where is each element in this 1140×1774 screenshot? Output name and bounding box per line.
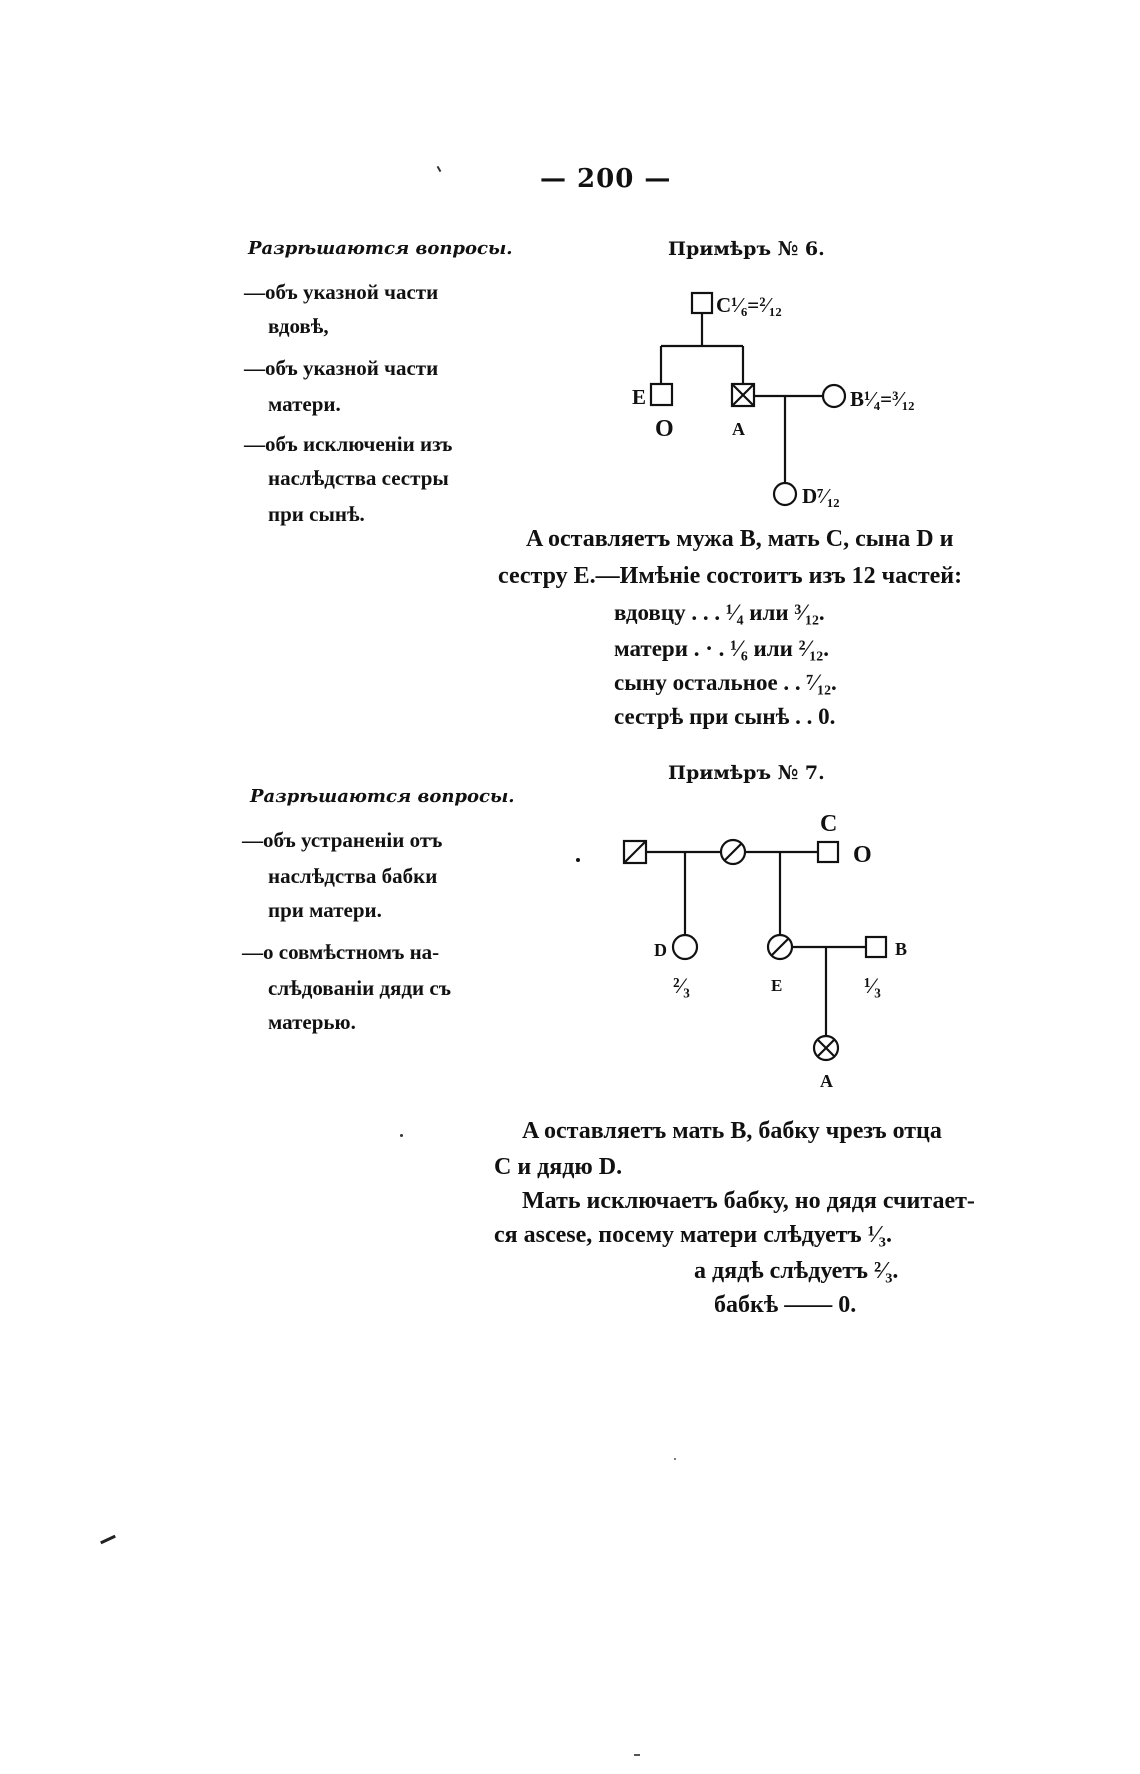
c-label: C xyxy=(820,811,838,837)
example-7-title: Примѣръ № 7. xyxy=(668,762,825,784)
person-d-circle xyxy=(673,935,697,959)
example-6-text-2: сестру E.—Имѣніе состоитъ изъ 12 частей: xyxy=(498,563,963,589)
side-line-7-4: —о совмѣстномъ на- xyxy=(242,940,440,964)
example-7-text-6: бабкѣ —— 0. xyxy=(714,1292,857,1318)
b-share-label: ¹⁄₃ xyxy=(864,973,881,998)
distribution-son: сыну остальное . . ⁷⁄₁₂. xyxy=(614,670,837,695)
page-number: — 200 — xyxy=(540,164,672,194)
example-7-text-4: ся ascese, посему матери слѣдуетъ ¹⁄₃. xyxy=(494,1222,892,1248)
b-share-label: B¹⁄₄=³⁄₁₂ xyxy=(850,387,915,411)
example-6-text-1: A оставляетъ мужа B, мать C, сына D и xyxy=(526,526,954,552)
side-heading-7: Разрѣшаются вопросы. xyxy=(250,786,515,807)
d-label: D xyxy=(654,940,667,960)
a-label: A xyxy=(820,1071,833,1091)
grandfather-slash xyxy=(624,841,646,863)
side-line-6-2: вдовѣ, xyxy=(268,314,329,338)
d-share-label: D⁷⁄₁₂ xyxy=(802,484,840,508)
example-7-text-2: C и дядю D. xyxy=(494,1154,623,1180)
distribution-sister: сестрѣ при сынѣ . . 0. xyxy=(614,704,836,729)
e-slash xyxy=(771,938,789,956)
side-line-7-5: слѣдованіи дяди съ xyxy=(268,976,451,1000)
side-line-6-7: при сынѣ. xyxy=(268,502,365,526)
ink-dot xyxy=(576,858,580,862)
speck xyxy=(674,1458,676,1460)
side-line-6-5: —объ исключеніи изъ xyxy=(244,432,453,456)
example-7-text-3: Мать исключаетъ бабку, но дядя считает- xyxy=(522,1188,975,1214)
c-share-label: O xyxy=(853,842,872,868)
side-line-6-3: —объ указной части xyxy=(244,356,439,380)
speck xyxy=(634,1754,640,1756)
distribution-mother: матери . · . ¹⁄₆ или ²⁄₁₂. xyxy=(614,636,829,661)
d-share-label: ²⁄₃ xyxy=(673,973,690,998)
person-c-square xyxy=(818,842,838,862)
person-b-square xyxy=(866,937,886,957)
distribution-widower: вдовцу . . . ¹⁄₄ или ³⁄₁₂. xyxy=(614,600,825,625)
e-label: E xyxy=(771,976,783,995)
b-label: B xyxy=(895,939,908,959)
side-line-7-2: наслѣдства бабки xyxy=(268,864,438,888)
example-7-text-5: а дядѣ слѣдуетъ ²⁄₃. xyxy=(694,1258,899,1284)
side-heading-6: Разрѣшаются вопросы. xyxy=(248,238,513,259)
grandmother-slash xyxy=(724,843,742,861)
example-7-text-1: A оставляетъ мать B, бабку чрезъ отца xyxy=(522,1118,942,1144)
e-share-label: O xyxy=(655,416,674,442)
side-line-7-1: —объ устраненіи отъ xyxy=(242,828,443,852)
side-line-7-6: матерью. xyxy=(268,1010,356,1034)
example-6-title: Примѣръ № 6. xyxy=(668,238,825,260)
c-share-label: C¹⁄₆=²⁄₁₂ xyxy=(716,293,782,317)
a-label: A xyxy=(732,419,745,439)
side-line-7-3: при матери. xyxy=(268,898,382,922)
e-label: E xyxy=(632,385,647,409)
side-line-6-4: матери. xyxy=(268,392,341,416)
speck xyxy=(400,1134,403,1137)
side-line-6-1: —объ указной части xyxy=(244,280,439,304)
side-line-6-6: наслѣдства сестры xyxy=(268,466,449,490)
